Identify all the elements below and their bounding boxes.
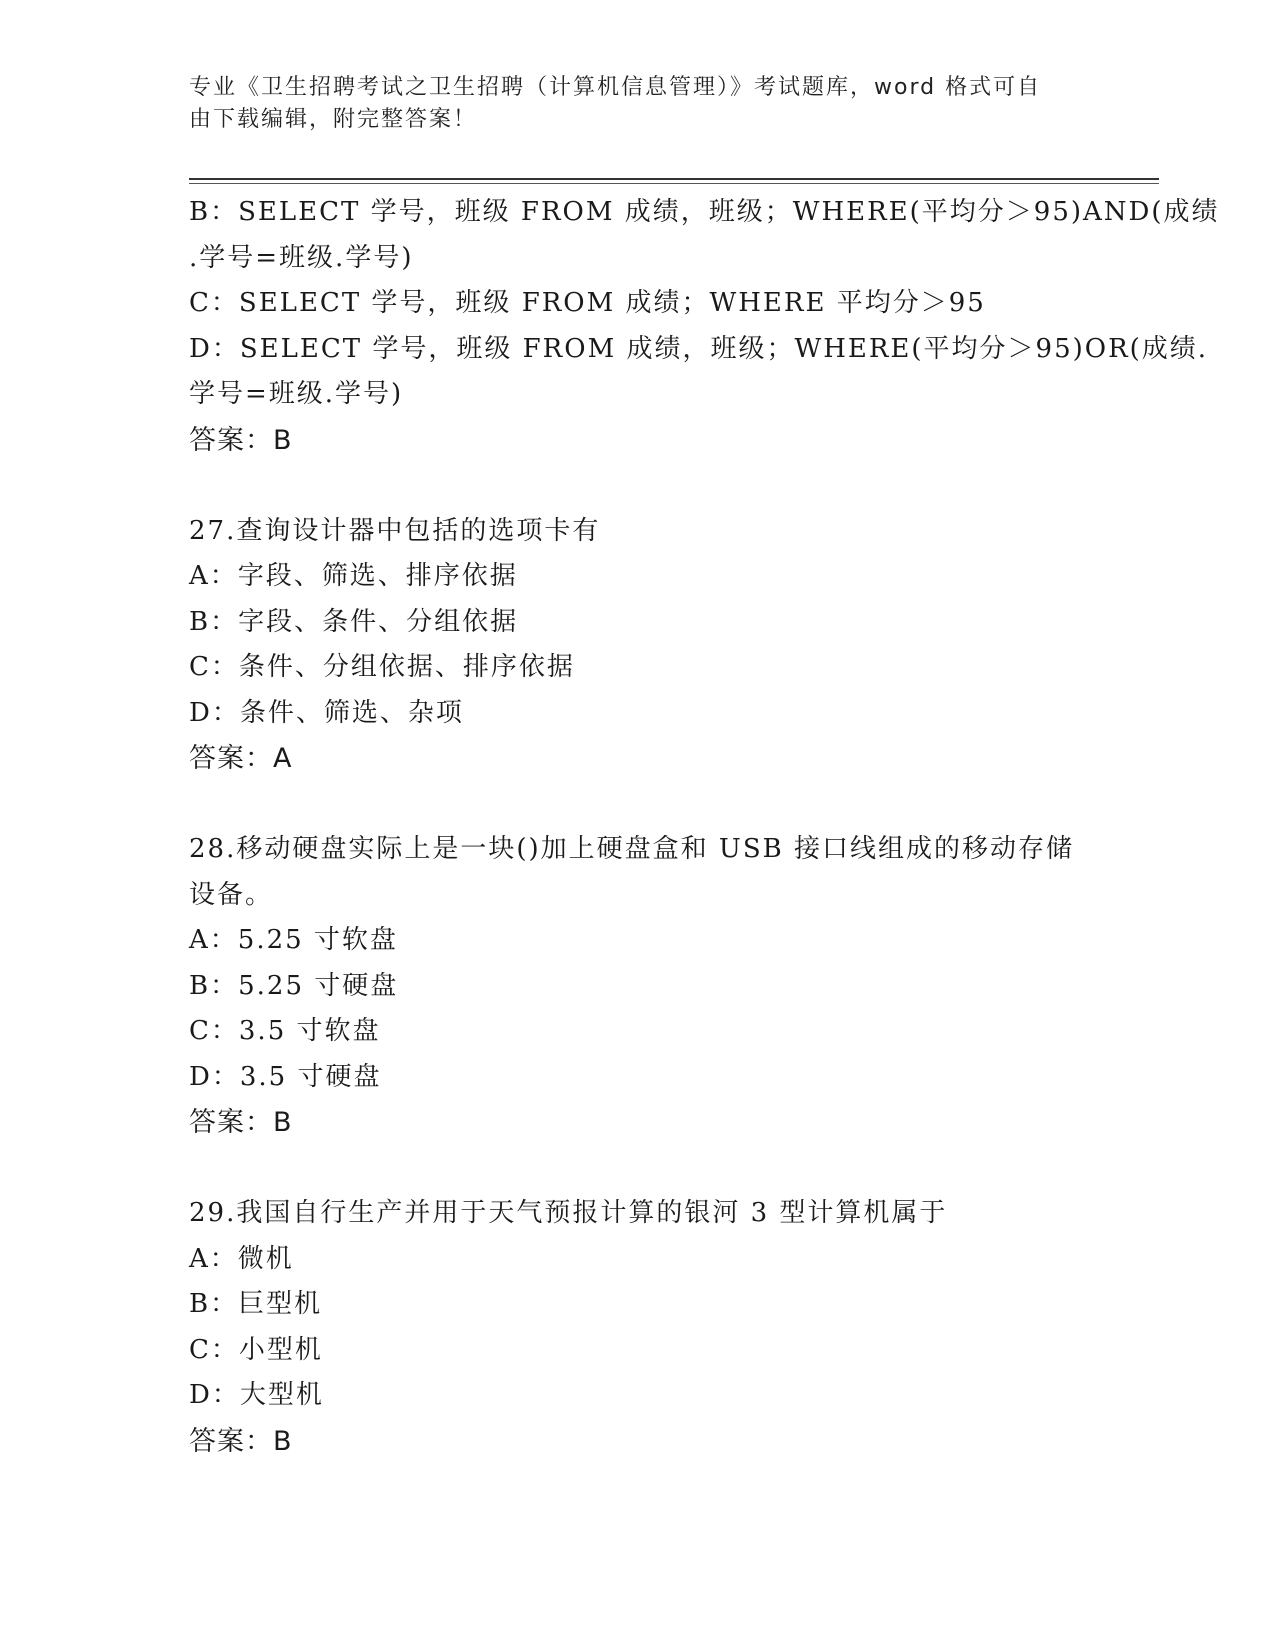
- option-c: C：SELECT 学号，班级 FROM 成绩；WHERE 平均分＞95: [189, 288, 986, 318]
- option-a: A：5.25 寸软盘: [189, 925, 398, 955]
- spacer: [189, 782, 1089, 828]
- question-stem-line-1: 28.移动硬盘实际上是一块()加上硬盘盒和 USB 接口线组成的移动存储: [189, 834, 1074, 864]
- option-c: C：3.5 寸软盘: [189, 1016, 381, 1046]
- document-header: [189, 72, 1089, 136]
- header-divider-thin: [189, 183, 1159, 184]
- option-b-line-1: B：SELECT 学号，班级 FROM 成绩，班级；WHERE(平均分＞95)AND(成绩: [189, 197, 1220, 227]
- question-28: [189, 827, 1089, 1146]
- question-29: [189, 1191, 1089, 1464]
- question-stem: 27.查询设计器中包括的选项卡有: [189, 515, 601, 546]
- option-d: D：大型机: [189, 1380, 324, 1410]
- question-27: [189, 509, 1089, 782]
- question-26-continued: [189, 190, 1220, 463]
- option-d-line-1: D：SELECT 学号，班级 FROM 成绩，班级；WHERE(平均分＞95)OR(成绩.: [189, 333, 1209, 364]
- spacer: [189, 463, 1089, 509]
- answer: 答案：B: [189, 424, 293, 456]
- answer: 答案：B: [189, 1425, 293, 1457]
- option-a: A：字段、筛选、排序依据: [189, 561, 518, 591]
- answer: 答案：A: [189, 743, 293, 774]
- option-d: D：3.5 寸硬盘: [189, 1061, 382, 1092]
- answer: 答案：B: [189, 1107, 293, 1138]
- question-stem-line-2: 设备。: [189, 879, 274, 910]
- option-b: B：巨型机: [189, 1289, 323, 1319]
- spacer: [189, 1146, 1089, 1192]
- option-b: B：5.25 寸硬盘: [189, 970, 399, 1001]
- header-line-1: 专业《卫生招聘考试之卫生招聘（计算机信息管理）》考试题库，word 格式可自: [189, 75, 1042, 100]
- option-a: A：微机: [189, 1243, 294, 1274]
- option-d-line-2: 学号=班级.学号): [189, 379, 404, 409]
- option-d: D：条件、筛选、杂项: [189, 697, 464, 728]
- question-stem: 29.我国自行生产并用于天气预报计算的银河 3 型计算机属于: [189, 1198, 948, 1228]
- header-divider-thick: [189, 178, 1159, 180]
- option-b: B：字段、条件、分组依据: [189, 606, 519, 637]
- question-list: [189, 190, 1220, 1464]
- option-c: C：条件、分组依据、排序依据: [189, 652, 575, 682]
- option-c: C：小型机: [189, 1334, 323, 1365]
- header-line-2: 由下载编辑，附完整答案！: [189, 107, 478, 132]
- option-b-line-2: .学号=班级.学号): [189, 242, 414, 273]
